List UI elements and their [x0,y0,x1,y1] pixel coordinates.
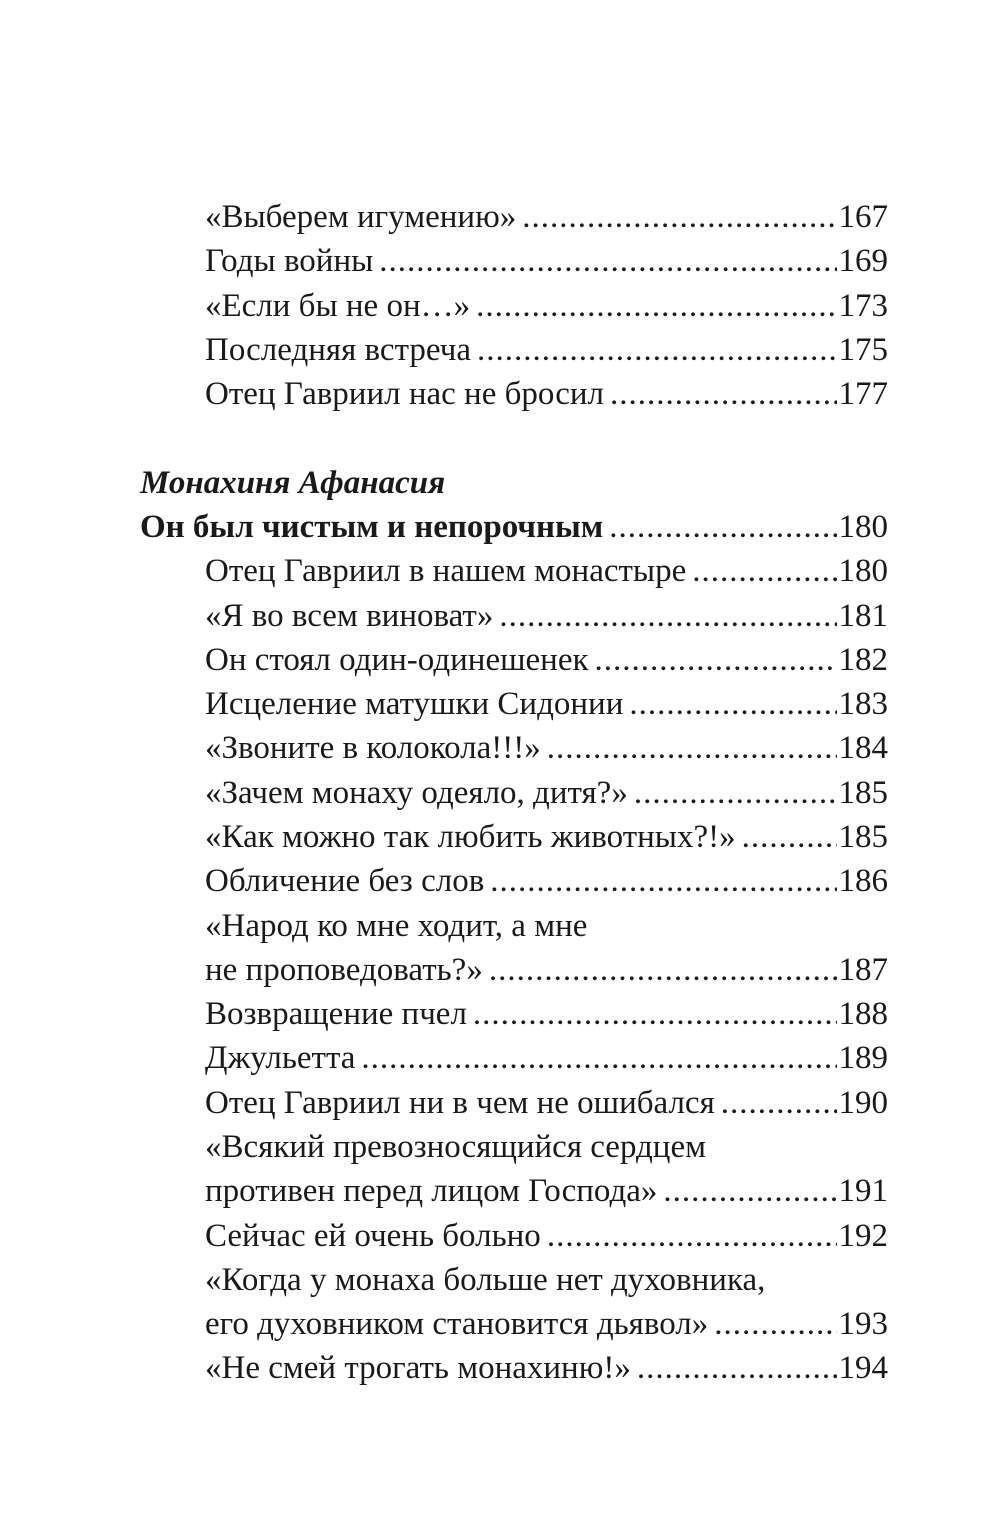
toc-entry[interactable] [205,549,888,593]
dot-leader [610,372,837,416]
toc-entry[interactable] [205,771,888,815]
toc-entry-title: Последняя встреча [205,332,471,368]
section-heading: Монахиня Афанасия [140,465,446,501]
toc-entry[interactable] [205,1214,888,1258]
dot-leader [522,195,836,239]
dot-leader [490,859,836,903]
toc-entry-title: «Не смей трогать монахиню!» [205,1350,631,1386]
toc-entry-title: «Как можно так любить животных?!» [205,819,736,855]
dot-leader [476,284,836,328]
toc-entry-page: 175 [838,332,888,368]
toc-entry-title: Годы войны [205,243,374,279]
toc-entry-page: 187 [838,952,888,988]
toc-entry-page: 180 [838,553,888,589]
dot-leader [499,594,836,638]
dot-leader [489,948,837,992]
toc-entry[interactable] [205,682,888,726]
toc-entry[interactable] [205,195,888,239]
toc-entry[interactable] [205,1036,888,1080]
toc-entry-page: 169 [838,243,888,279]
dot-leader [714,1302,836,1346]
toc-entry-page: 167 [838,199,888,235]
toc-entry-page: 192 [838,1218,888,1254]
dot-leader [595,638,837,682]
toc-entry[interactable] [205,1081,888,1125]
toc-entry[interactable] [205,815,888,859]
toc-entry-page: 194 [838,1350,888,1386]
toc-entry-page: 185 [838,819,888,855]
toc-entry[interactable] [205,1169,888,1213]
toc-entry-title: Он был чистым и непорочным [140,509,604,545]
toc-entry-title: «Звоните в колокола!!!» [205,730,541,766]
toc-entry[interactable] [205,372,888,416]
dot-leader [361,1036,836,1080]
toc-entry[interactable] [205,638,888,682]
dot-leader [629,682,836,726]
toc-entry-title-line1[interactable]: «Всякий превозносящийся сердцем [205,1129,706,1165]
dot-leader [547,1214,837,1258]
toc-entry-title: Отец Гавриил нас не бросил [205,376,604,412]
toc-entry-title: Сейчас ей очень больно [205,1218,541,1254]
toc-entry-page: 193 [838,1306,888,1342]
toc-entry-title-line1[interactable]: «Когда у монаха больше нет духовника, [205,1262,766,1298]
dot-leader [634,771,837,815]
toc-entry-title: Обличение без слов [205,863,485,899]
dot-leader [663,1169,836,1213]
toc-entry[interactable] [205,859,888,903]
toc-entry-title-line2: не проповедовать?» [205,952,483,988]
dot-leader [692,549,836,593]
toc-entry[interactable] [205,948,888,992]
toc-entry-page: 188 [838,996,888,1032]
toc-entry-title-line2: его духовником становится дьявол» [205,1306,709,1342]
dot-leader [547,726,837,770]
toc-entry-title: Отец Гавриил в нашем монастыре [205,553,687,589]
dot-leader [379,239,836,283]
toc-entry[interactable] [205,726,888,770]
toc-entry-page: 186 [838,863,888,899]
toc-entry-title: «Зачем монаху одеяло, дитя?» [205,775,628,811]
dot-leader [721,1081,837,1125]
toc-entry-page: 190 [838,1085,888,1121]
toc-entry-title: Возвращение пчел [205,996,467,1032]
toc-entry-title: Отец Гавриил ни в чем не ошибался [205,1085,715,1121]
toc-entry[interactable] [205,328,888,372]
toc-entry-page: 189 [838,1040,888,1076]
toc-chapter-entry[interactable] [140,505,888,549]
toc-entry[interactable] [205,1346,888,1390]
dot-leader [637,1346,837,1390]
toc-entry-title: Он стоял один-одинешенек [205,642,589,678]
toc-entry-title-line2: противен перед лицом Господа» [205,1173,658,1209]
toc-entry[interactable] [205,594,888,638]
toc-entry-page: 191 [838,1173,888,1209]
toc-entry-page: 180 [838,509,888,545]
dot-leader [609,505,836,549]
dot-leader [477,328,837,372]
dot-leader [742,815,837,859]
toc-entry[interactable] [205,992,888,1036]
toc-entry-title: Исцеление матушки Сидонии [205,686,624,722]
toc-entry[interactable] [205,239,888,283]
toc-entry-title: Джульетта [205,1040,356,1076]
toc-entry[interactable] [205,284,888,328]
toc-entry-page: 177 [838,376,888,412]
toc-entry-title: «Если бы не он…» [205,288,471,324]
toc-entry-title: «Выберем игумению» [205,199,517,235]
toc-entry-page: 173 [838,288,888,324]
dot-leader [473,992,837,1036]
toc-entry-title: «Я во всем виноват» [205,598,494,634]
toc-entry-page: 185 [838,775,888,811]
toc-entry-page: 182 [838,642,888,678]
toc-entry-page: 181 [838,598,888,634]
toc-entry-title-line1[interactable]: «Народ ко мне ходит, а мне [205,908,588,944]
toc-entry[interactable] [205,1302,888,1346]
toc-entry-page: 183 [838,686,888,722]
toc-entry-page: 184 [838,730,888,766]
